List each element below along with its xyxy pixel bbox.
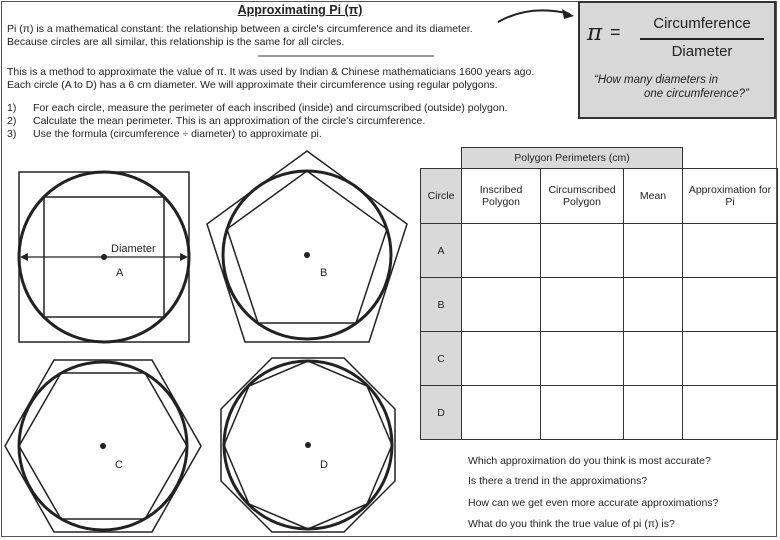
col-header-circle: Circle [421,169,462,224]
cell-inscribed-d[interactable] [462,386,541,440]
cell-mean-b[interactable] [624,278,683,332]
cell-approx-a[interactable] [683,224,778,278]
col-header-approx: Approximation for Pi [683,169,778,224]
cell-inscribed-c[interactable] [462,332,541,386]
cell-circumscribed-b[interactable] [541,278,624,332]
cell-approx-c[interactable] [683,332,778,386]
cell-circumscribed-d[interactable] [541,386,624,440]
cell-circumscribed-a[interactable] [541,224,624,278]
circumscribed-pentagon [207,151,407,342]
formula-quote: “How many diameters in one circumference?” [594,74,749,100]
pi-symbol: π [587,20,603,46]
cell-approx-b[interactable] [683,278,778,332]
cell-approx-d[interactable] [683,386,778,440]
page-title: Approximating Pi (π) [237,3,363,17]
equals-sign: = [610,22,621,42]
figure-d [221,358,395,532]
row-label-b: B [421,278,462,332]
perimeter-table-wrap [420,147,778,440]
row-label-c: C [421,332,462,386]
cell-inscribed-a[interactable] [462,224,541,278]
cell-mean-c[interactable] [624,332,683,386]
cell-mean-d[interactable] [624,386,683,440]
step-item: 2) Calculate the mean perimeter. This is an approximation of the circle's circumference. [7,115,426,127]
center-dot [304,252,310,258]
row-label-a: A [421,224,462,278]
center-dot [305,442,311,448]
arrow-head-icon [562,9,574,19]
formula-numerator: Circumference [653,15,751,32]
question-4: What do you think the true value of pi (π) is? [468,518,675,530]
formula-denominator: Diameter [671,43,733,60]
figure-b [207,151,407,342]
figure-label-d: D [320,459,328,471]
figure-a [19,172,189,342]
intro-line-2: Because circles are all similar, this relationship is the same for all circles. [7,36,345,48]
question-1: Which approximation do you think is most accurate? [468,455,711,467]
col-header-mean: Mean [624,169,683,224]
step-item: 3) Use the formula (circumference ÷ diameter) to approximate pi. [7,128,322,140]
center-dot [101,254,107,260]
step-item: 1) For each circle, measure the perimeter of each inscribed (inside) and circumscribed (outside) polygon. [7,102,508,114]
col-header-inscribed: Inscribed Polygon [462,169,541,224]
question-3: How can we get even more accurate approximations? [468,497,719,509]
figure-label-a: A [116,267,124,279]
figure-c [5,360,201,532]
col-header-circumscribed: Circumscribed Polygon [541,169,624,224]
cell-mean-a[interactable] [624,224,683,278]
diameter-label: Diameter [111,243,156,255]
figure-label-c: C [115,459,123,471]
method-line-2: Each circle (A to D) has a 6 cm diameter. We will approximate their circumference using regular polygons. [7,79,498,91]
group-header: Polygon Perimeters (cm) [462,148,683,169]
figure-label-b: B [320,267,328,279]
arrow-icon [498,10,570,22]
question-2: Is there a trend in the approximations? [468,475,648,487]
perimeter-table [420,147,778,440]
row-label-d: D [421,386,462,440]
center-dot [100,443,106,449]
cell-circumscribed-c[interactable] [541,332,624,386]
method-line-1: This is a method to approximate the value of π. It was used by Indian & Chinese mathematicians 1600 years ago. [7,66,535,78]
cell-inscribed-b[interactable] [462,278,541,332]
arrow-left-icon [20,253,28,261]
intro-line-1: Pi (π) is a mathematical constant: the relationship between a circle's circumference and its diameter. [7,23,473,35]
arrow-right-icon [180,253,188,261]
